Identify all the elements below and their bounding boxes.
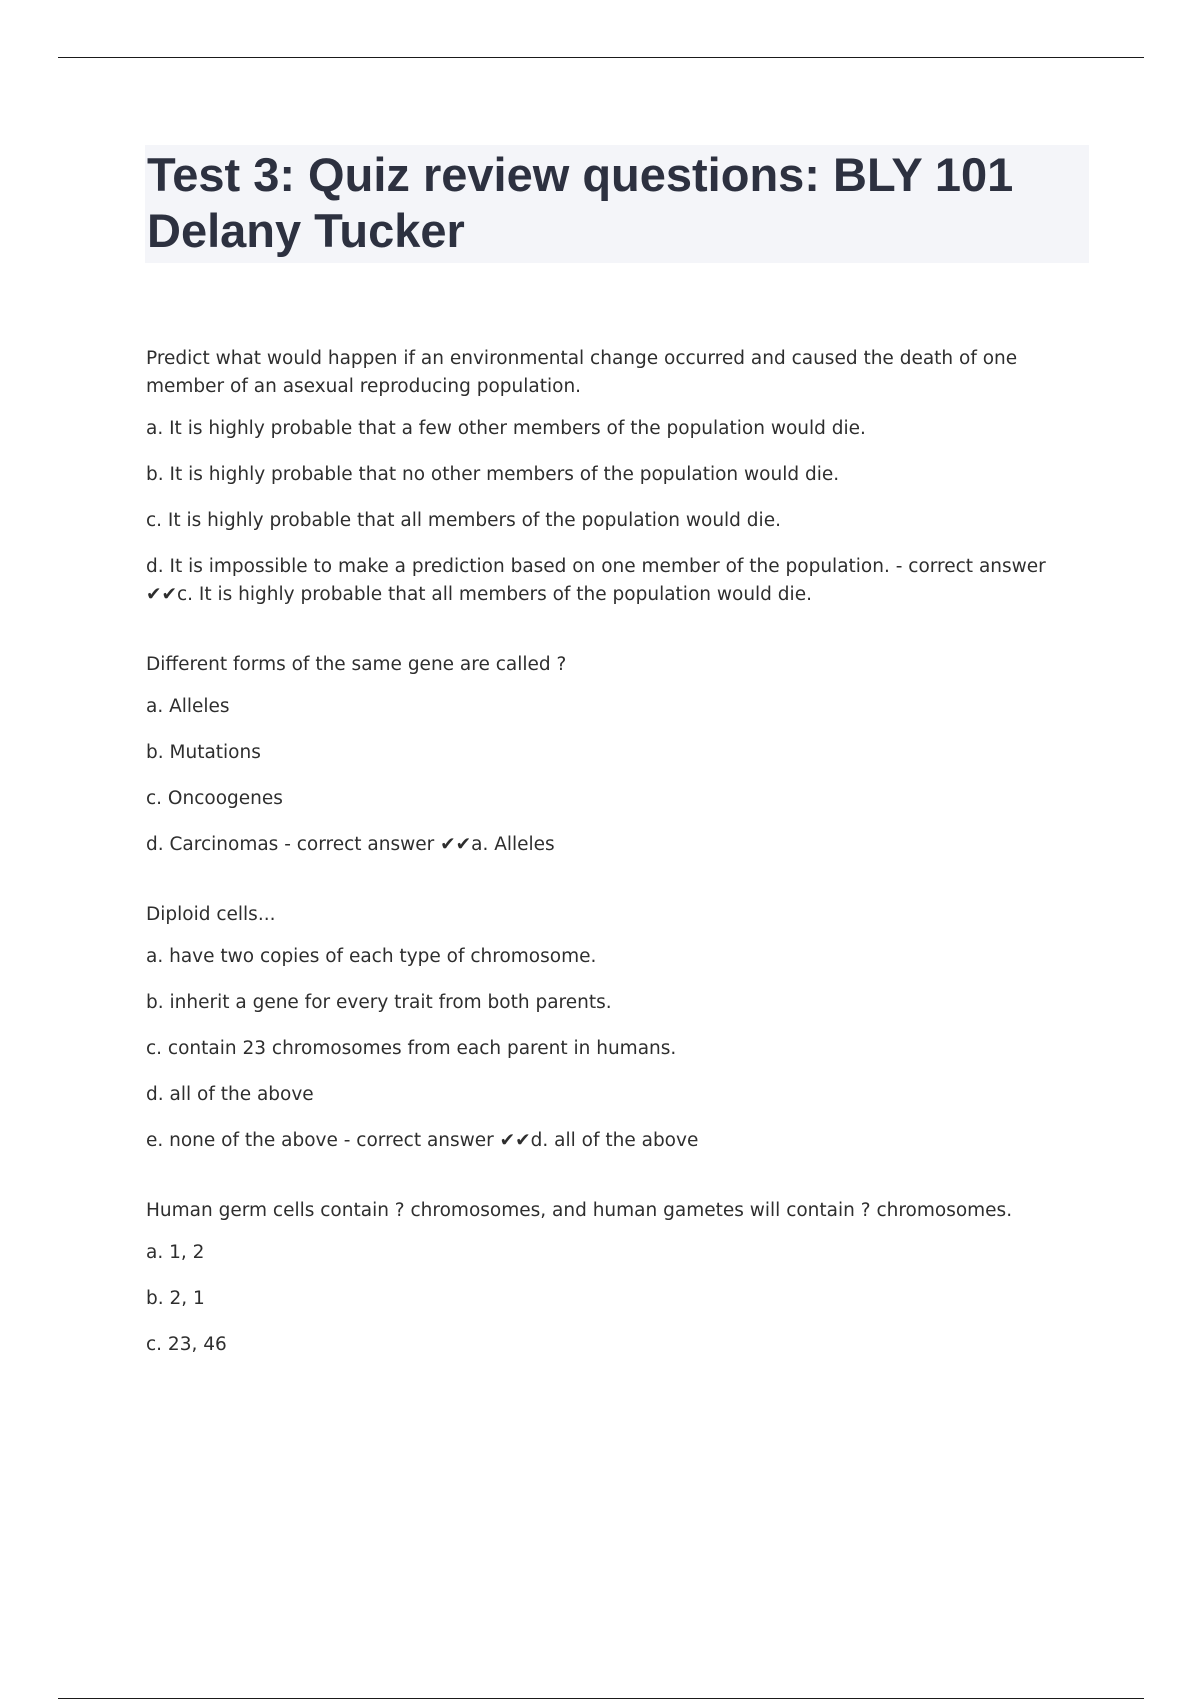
answer-option: a. 1, 2 xyxy=(146,1242,205,1263)
answer-option: a. have two copies of each type of chromosome. xyxy=(146,946,597,967)
answer-option: c. It is highly probable that all members of the population would die. xyxy=(146,510,781,531)
answer-option: b. 2, 1 xyxy=(146,1288,205,1309)
answer-option: c. contain 23 chromosomes from each parent in humans. xyxy=(146,1038,677,1059)
question-text: Predict what would happen if an environmental change occurred and caused the death of one member of an asexual reproducing population. xyxy=(146,348,1018,397)
title-line-1: Test 3: Quiz review questions: BLY 101 xyxy=(147,148,1014,201)
answer-option: d. Carcinomas - correct answer ✔✔a. Alleles xyxy=(146,834,555,855)
page-title xyxy=(147,147,1089,259)
question-text: Human germ cells contain ? chromosomes, and human gametes will contain ? chromosomes. xyxy=(146,1200,1013,1221)
answer-option: c. 23, 46 xyxy=(146,1334,227,1355)
question-block xyxy=(146,651,1086,859)
question-text: Different forms of the same gene are called ? xyxy=(146,654,567,675)
answer-option: b. It is highly probable that no other members of the population would die. xyxy=(146,464,840,485)
answer-option: d. It is impossible to make a prediction based on one member of the population. - correct answer ✔✔c. It is highly probable that all members of the population would die. xyxy=(146,556,1046,605)
answer-option: b. Mutations xyxy=(146,742,261,763)
answer-option: a. Alleles xyxy=(146,696,230,717)
title-line-2: Delany Tucker xyxy=(147,204,465,257)
question-block xyxy=(146,901,1086,1155)
answer-option: a. It is highly probable that a few other members of the population would die. xyxy=(146,418,866,439)
question-block xyxy=(146,1197,1086,1359)
title-box xyxy=(145,145,1089,263)
bottom-rule xyxy=(58,1698,1144,1699)
answer-option: b. inherit a gene for every trait from both parents. xyxy=(146,992,612,1013)
answer-option: c. Oncoogenes xyxy=(146,788,283,809)
top-rule xyxy=(58,57,1144,58)
question-block xyxy=(146,345,1086,609)
question-text: Diploid cells... xyxy=(146,904,276,925)
questions-list xyxy=(146,345,1086,1401)
answer-option: d. all of the above xyxy=(146,1084,314,1105)
answer-option: e. none of the above - correct answer ✔✔d. all of the above xyxy=(146,1130,699,1151)
